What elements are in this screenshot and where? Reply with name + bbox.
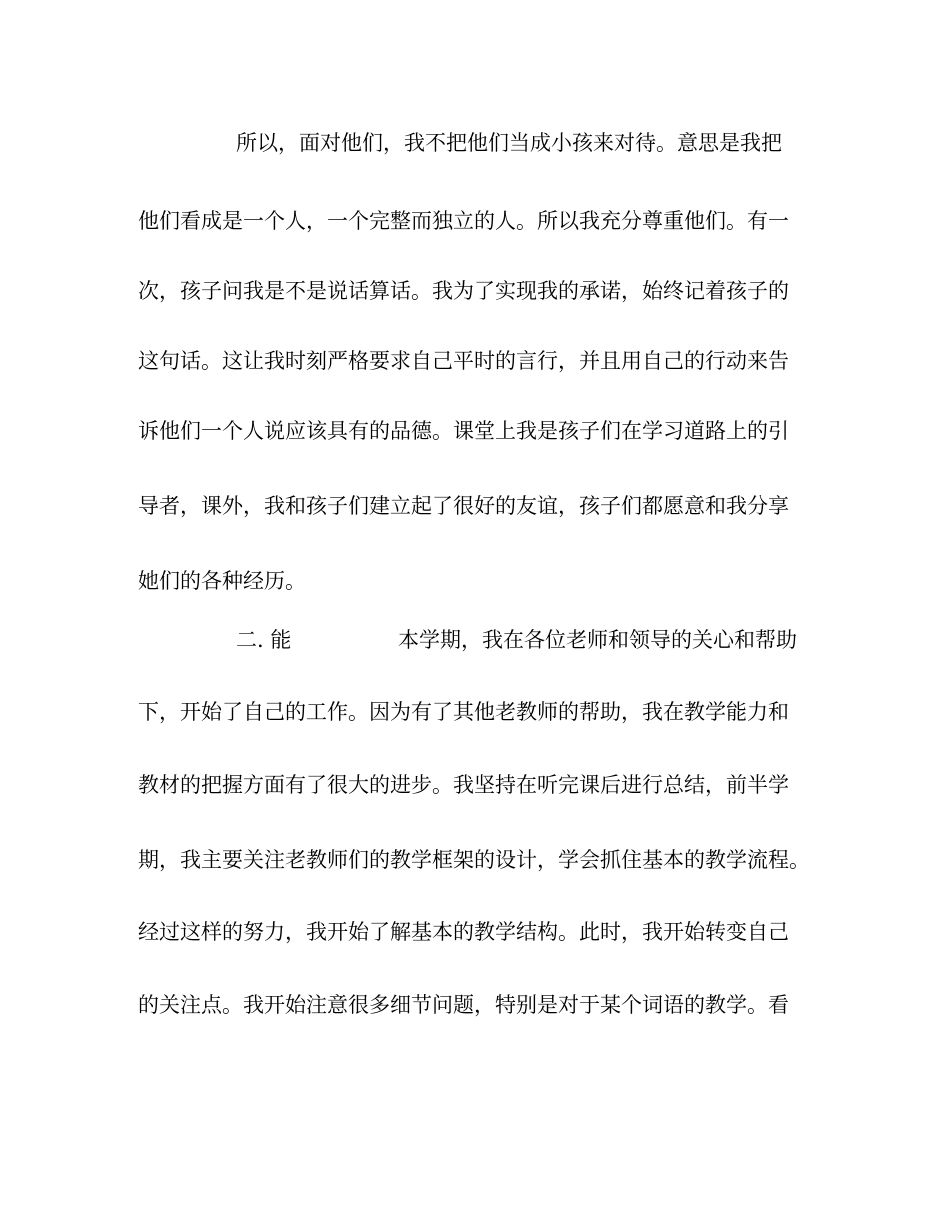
paragraph2-line-4: 期，我主要关注老教师们的教学框架的设计，学会抓住基本的教学流程。 [138,848,810,872]
paragraph2-line-2: 下，开始了自己的工作。因为有了其他老教师的帮助，我在教学能力和 [138,700,789,724]
paragraph2-line-3: 教材的把握方面有了很大的进步。我坚持在听完课后进行总结，前半学 [138,773,789,797]
paragraph2-first-line: 本学期，我在各位老师和领导的关心和帮助 [398,628,797,652]
paragraph1-line-2: 他们看成是一个人，一个完整而独立的人。所以我充分尊重他们。有一 [138,209,789,233]
paragraph1-line-4: 这句话。这让我时刻严格要求自己平时的言行，并且用自己的行动来告 [138,349,789,373]
paragraph1-line-3: 次，孩子问我是不是说话算话。我为了实现我的承诺，始终记着孩子的 [138,279,789,303]
paragraph1-line-1: 所以，面对他们，我不把他们当成小孩来对待。意思是我把 [236,131,782,155]
paragraph2-heading: 二. 能 [236,628,292,652]
paragraph2-line-6: 的关注点。我开始注意很多细节问题，特别是对于某个词语的教学。看 [138,993,789,1017]
paragraph1-line-5: 诉他们一个人说应该具有的品德。课堂上我是孩子们在学习道路上的引 [138,419,789,443]
paragraph1-line-7: 她们的各种经历。 [138,569,306,593]
paragraph1-line-6: 导者，课外，我和孩子们建立起了很好的友谊，孩子们都愿意和我分享 [138,494,789,518]
paragraph2-line-5: 经过这样的努力，我开始了解基本的教学结构。此时，我开始转变自己 [138,920,789,944]
